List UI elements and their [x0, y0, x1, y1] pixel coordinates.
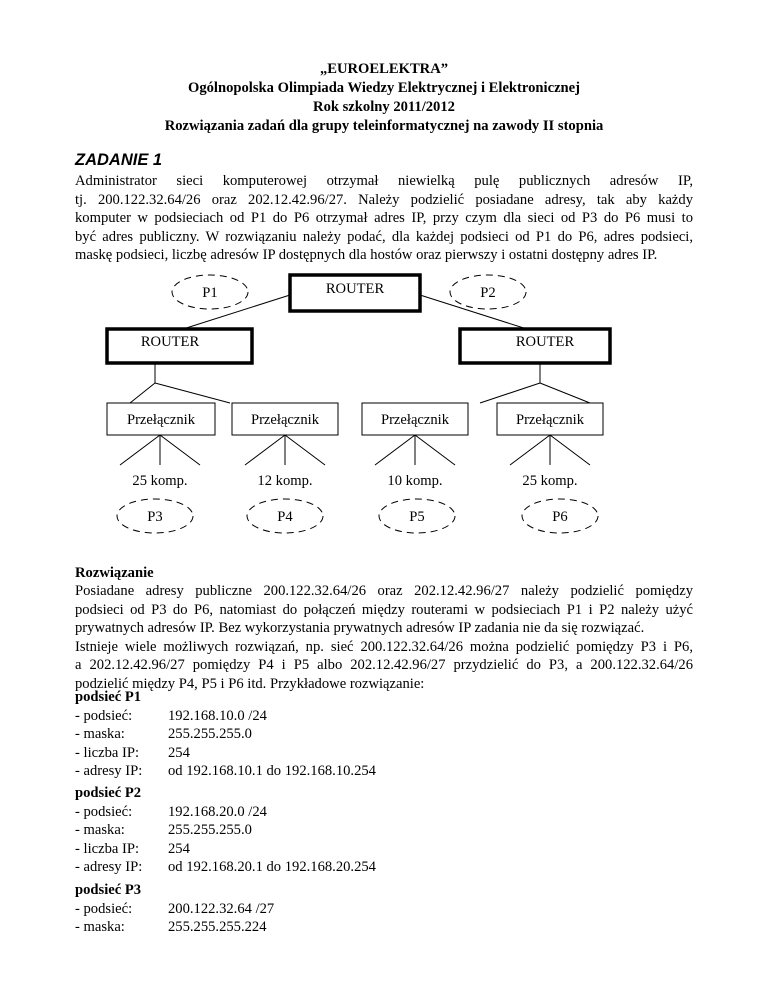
label: - podsieć: — [75, 803, 133, 820]
value: 200.122.32.64 /27 — [168, 900, 275, 917]
value: 255.255.255.0 — [168, 822, 252, 839]
solution-title: Rozwiązanie — [75, 565, 154, 581]
value: 254 — [168, 744, 190, 761]
switch-3-label: Przełącznik — [380, 412, 450, 428]
value: 192.168.20.0 /24 — [168, 803, 267, 820]
router-top-label: ROUTER — [325, 281, 385, 297]
router-left-label: ROUTER — [140, 334, 200, 350]
subnet-p1-block — [75, 688, 376, 781]
subnet-p2-label: P2 — [480, 285, 496, 301]
subnet-p2-block — [75, 784, 376, 877]
task-line: komputer w podsieciach od P1 do P6 otrzymał adres IP, przy czym dla sieci od P3 do P6 musi to — [75, 210, 693, 227]
task-line: maskę podsieci, liczbę adresów IP dostępnych dla hostów oraz pierwszy i ostatni dostępny adres IP. — [75, 247, 658, 264]
value: 255.255.255.224 — [168, 919, 267, 936]
subnet-p6-label: P6 — [552, 509, 568, 525]
header-line-1: „EUROELEKTRA” — [319, 61, 449, 77]
task-line: Administrator sieci komputerowej otrzymał niewielką pulę publicznych adresów IP, — [75, 173, 693, 189]
switch-4-label: Przełącznik — [515, 412, 585, 428]
subnet-p5-label: P5 — [409, 509, 425, 525]
task-line: tj. 200.122.32.64/26 oraz 202.12.42.96/27. Należy podzielić posiadane adresy, tak aby każdy — [75, 191, 693, 208]
subnet-p1-label: P1 — [202, 285, 218, 301]
label: - maska: — [75, 919, 125, 936]
switch-2-label: Przełącznik — [250, 412, 320, 428]
label: - liczba IP: — [75, 744, 140, 761]
label: - adresy IP: — [75, 763, 143, 780]
network-diagram — [0, 265, 768, 565]
value: od 192.168.10.1 do 192.168.10.254 — [168, 763, 376, 780]
label: - maska: — [75, 726, 125, 743]
value: od 192.168.20.1 do 192.168.20.254 — [168, 859, 376, 876]
subnet-p4-label: P4 — [277, 509, 293, 525]
count-3: 10 komp. — [387, 473, 443, 489]
label: - podsieć: — [75, 900, 133, 917]
task-title: ZADANIE 1 — [75, 151, 163, 169]
solution-line: podsieci od P3 do P6, natomiast do połączeń między routerami w podsieciach P1 i P2 należy użyć — [75, 601, 693, 618]
router-right-label: ROUTER — [515, 334, 575, 350]
solution-line: prywatnych adresów IP. Bez wykorzystania prywatnych adresów IP zadania nie da się rozwiązać. — [75, 620, 645, 637]
header-line-3: Rok szkolny 2011/2012 — [313, 99, 455, 115]
header-line-4: Rozwiązania zadań dla grupy teleinformatycznej na zawody II stopnia — [164, 118, 604, 134]
value: 192.168.10.0 /24 — [168, 707, 267, 724]
count-4: 25 komp. — [522, 473, 578, 489]
solution-line: podzielić między P4, P5 i P6 itd. Przykładowe rozwiązanie: — [75, 675, 425, 692]
label: - adresy IP: — [75, 859, 143, 876]
switch-1-label: Przełącznik — [126, 412, 196, 428]
task-text — [75, 172, 693, 265]
label: - maska: — [75, 822, 125, 839]
subnet-p2-title: podsieć P2 — [75, 785, 142, 801]
value: 255.255.255.0 — [168, 726, 252, 743]
subnet-p3-title: podsieć P3 — [75, 882, 142, 898]
count-2: 12 komp. — [257, 473, 313, 489]
subnet-p3-block — [75, 881, 274, 937]
subnet-p3-label: P3 — [147, 509, 163, 525]
label: - podsieć: — [75, 707, 133, 724]
solution-line: Istnieje wiele możliwych rozwiązań, np. sieć 200.122.32.64/26 można podzielić pomiędzy P3 i P6, — [75, 638, 693, 655]
header-line-2: Ogólnopolska Olimpiada Wiedzy Elektrycznej i Elektronicznej — [187, 80, 580, 96]
solution-line: a 202.12.42.96/27 pomiędzy P4 i P5 albo 202.12.42.96/27 przydzielić do P3, a 200.122.32.64/26 — [75, 657, 693, 674]
subnet-p1-title: podsieć P1 — [75, 689, 142, 705]
count-1: 25 komp. — [132, 473, 188, 489]
task-line: być adres publiczny. W rozwiązaniu należy podać, dla każdej podsieci od P1 do P6, adres podsieci, — [75, 228, 693, 245]
solution-text — [75, 582, 693, 694]
value: 254 — [168, 840, 190, 857]
solution-line: Posiadane adresy publiczne 200.122.32.64/26 oraz 202.12.42.96/27 należy podzielić pomiędzy — [75, 583, 693, 599]
label: - liczba IP: — [75, 840, 140, 857]
links — [120, 295, 590, 465]
